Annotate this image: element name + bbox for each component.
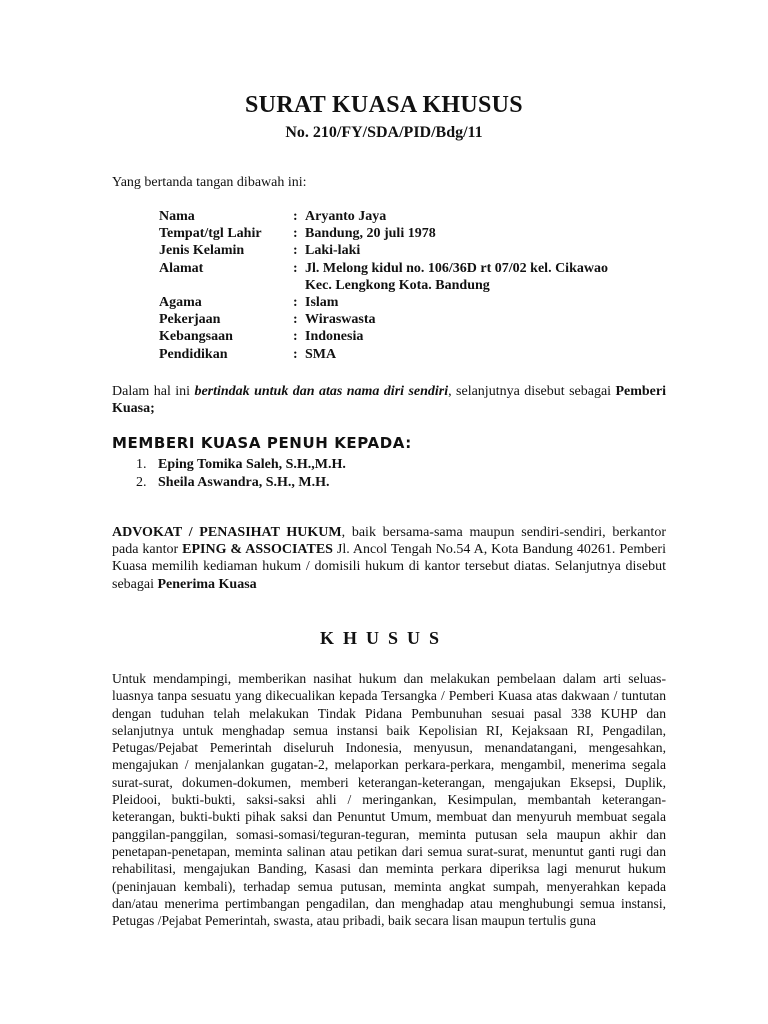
- attorney-list: [136, 456, 346, 491]
- field-value: Laki-laki: [305, 243, 361, 259]
- document-number: No. 210/FY/SDA/PID/Bdg/11: [285, 124, 483, 141]
- field-colon-spacer: [293, 277, 305, 294]
- scope-paragraph: Untuk mendampingi, memberikan nasihat hukum dan melakukan pembelaan dalam arti seluas-luasnya tanpa sesuatu yang dikecualikan kepada Tersangka / Pemberi Kuasa atas dakwaan / tuntutan dengan tuduhan telah melakukan Tindak Pidana Pembunuhan sesuai pasal 338 KUHP dan selanjutnya untuk menghadap semua instansi baik Kepolisian RI, Kejaksaan RI, Pengadilan, Petugas/Pejabat Pemerintah diseluruh Indonesia, menyusun, menandatangani, mengesahkan, mengajukan / menjalankan gugatan-2, melaporkan perkara-perkara, mengambil, menerima segala surat-surat, dokumen-dokumen, memberi keterangan-keterangan, mengajukan Eksepsi, Duplik, Pleidooi, bukti-bukti, saksi-saksi ahli / meringankan, Kesimpulan, membantah keterangan-keterangan, bukti-bukti pihak saksi dan Penuntut Umum, membuat dan menyuruh membuat segala panggilan-panggilan, somasi-somasi/teguran-teguran, meminta putusan sela maupun akhir dan penetapan-penetapan, meminta salinan atau petikan dari semua surat-surat, menuntut ganti rugi dan rehabilitasi, mengajukan Banding, Kasasi dan meminta perkara diperiksa lagi menurut hukum (peninjauan kembali), terhadap semua putusan, meminta angkat sumpah, menyerahkan kepada dan/atau menerima pertimbangan pengadilan, dan menghadap atau menghubungi semua instansi, Petugas /Pejabat Pemerintah, swasta, atau pribadi, baik secara lisan maupun tertulis guna: [112, 671, 666, 929]
- emphasis-text: bertindak untuk dan atas nama diri sendiri: [194, 384, 449, 399]
- field-value: Bandung, 20 juli 1978: [305, 226, 436, 242]
- document-title: SURAT KUASA KHUSUS: [245, 92, 523, 118]
- field-row-nama: [159, 208, 608, 225]
- field-row-religion: [159, 294, 608, 311]
- field-value: Kec. Lengkong Kota. Bandung: [305, 277, 490, 293]
- field-row-nationality: [159, 328, 608, 345]
- section-heading: MEMBERI KUASA PENUH KEPADA:: [112, 434, 412, 452]
- role-label: ADVOKAT / PENASIHAT HUKUM: [112, 525, 342, 540]
- field-row-occupation: [159, 311, 608, 328]
- field-colon: :: [293, 295, 298, 311]
- field-label: Jenis Kelamin: [159, 243, 245, 259]
- field-label: Pendidikan: [159, 346, 228, 362]
- field-colon: :: [293, 226, 298, 242]
- paragraph-text: Jl. Ancol Tengah No.54 A, Kota Bandung 40261. Pemberi Kuasa memilih kediaman hukum / domisili hukum di kantor tersebut diatas. Selanjutnya disebut sebagai: [112, 542, 666, 592]
- grantee-label: Penerima Kuasa: [157, 576, 257, 592]
- field-row-address-cont: [159, 277, 608, 294]
- list-number: 2.: [136, 474, 147, 490]
- field-row-education: [159, 346, 608, 363]
- paragraph-text: , selanjutnya disebut sebagai: [448, 384, 616, 399]
- attorney-name: Eping Tomika Saleh, S.H.,M.H.: [158, 457, 346, 472]
- field-value: Indonesia: [305, 329, 364, 345]
- field-colon: :: [293, 346, 298, 362]
- khusus-heading: KHUSUS: [319, 628, 449, 648]
- attorney-office-paragraph: [112, 524, 666, 593]
- grantor-label: Pemberi Kuasa;: [112, 384, 666, 417]
- list-number: 1.: [136, 457, 147, 472]
- grantor-identity-fields: [159, 208, 608, 363]
- paragraph-text: Dalam hal ini: [112, 384, 195, 399]
- field-colon: :: [293, 312, 298, 328]
- field-label: Agama: [159, 295, 202, 311]
- field-label: [159, 277, 293, 294]
- attorney-name: Sheila Aswandra, S.H., M.H.: [158, 474, 330, 490]
- field-value: Jl. Melong kidul no. 106/36D rt 07/02 kel. Cikawao: [305, 260, 608, 276]
- field-label: Tempat/tgl Lahir: [159, 226, 262, 242]
- field-colon: :: [293, 329, 298, 345]
- field-row-address: [159, 260, 608, 277]
- field-colon: :: [293, 243, 298, 259]
- capacity-paragraph: [112, 383, 666, 417]
- field-row-birth: [159, 225, 608, 242]
- field-label: Nama: [159, 209, 195, 224]
- firm-name: EPING & ASSOCIATES: [182, 542, 333, 558]
- paragraph-text: , baik bersama-sama maupun sendiri-sendiri, berkantor pada kantor: [112, 525, 666, 558]
- field-colon: :: [293, 209, 298, 224]
- field-label: Pekerjaan: [159, 312, 221, 328]
- field-row-gender: [159, 242, 608, 259]
- field-value: Aryanto Jaya: [305, 209, 387, 224]
- field-label: Alamat: [159, 260, 204, 276]
- field-label: Kebangsaan: [159, 329, 233, 345]
- list-item: [136, 474, 346, 492]
- list-item: [136, 456, 346, 474]
- field-value: SMA: [305, 346, 337, 362]
- intro-text: Yang bertanda tangan dibawah ini:: [112, 175, 307, 190]
- field-value: Islam: [305, 295, 339, 311]
- field-value: Wiraswasta: [305, 312, 376, 328]
- field-colon: :: [293, 260, 298, 276]
